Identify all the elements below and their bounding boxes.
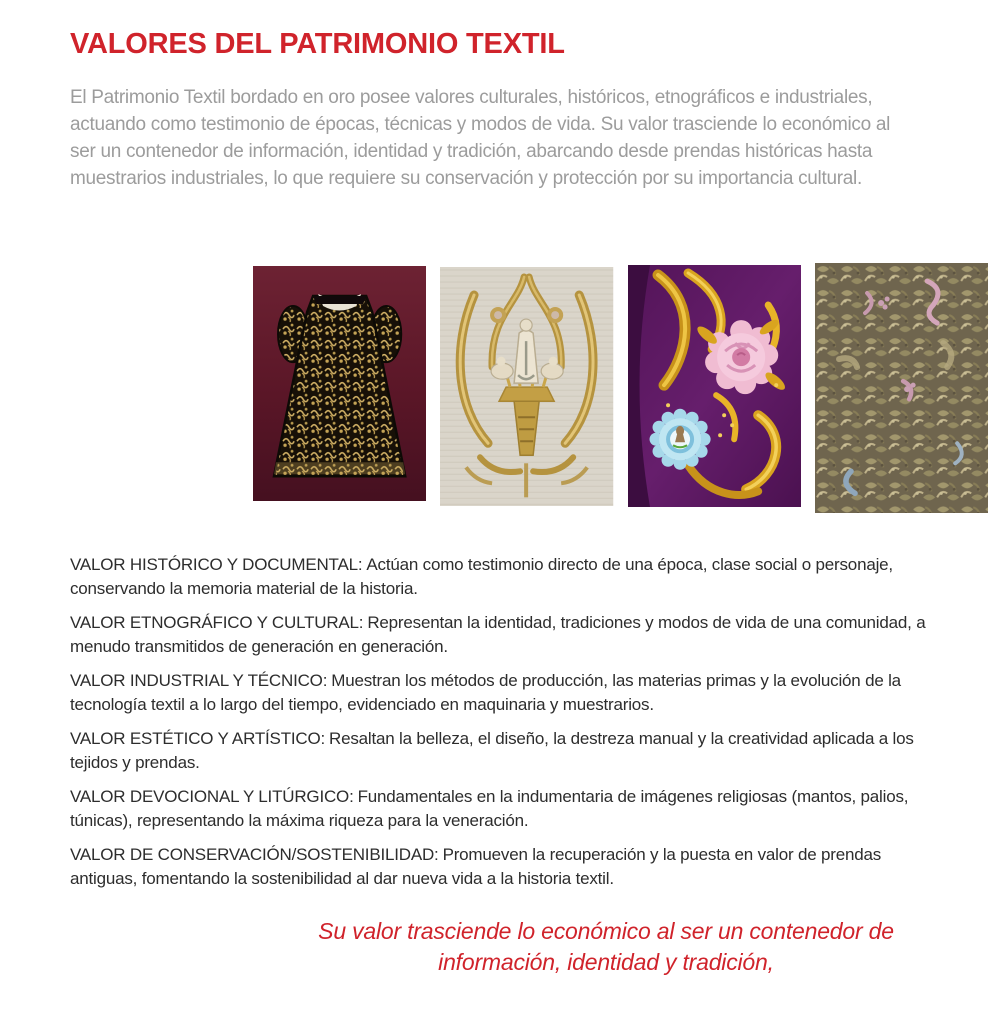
- value-label: VALOR ESTÉTICO Y ARTÍSTICO:: [70, 729, 326, 748]
- textile-photo-figures: [440, 267, 613, 506]
- pull-quote-line-2: información, identidad y tradición,: [438, 949, 774, 975]
- value-description: Fundamentales en la indumentaria de imágenes religiosas (mantos, palios, túnicas), representando la máxima riqueza para la veneración.: [70, 787, 909, 830]
- value-label: VALOR ETNOGRÁFICO Y CULTURAL:: [70, 613, 364, 632]
- value-label: VALOR INDUSTRIAL Y TÉCNICO:: [70, 671, 328, 690]
- pull-quote-line-1: Su valor trasciende lo económico al ser un contenedor de: [318, 918, 894, 944]
- value-description: Promueven la recuperación y la puesta en valor de prendas antiguas, fomentando la sostenibilidad al dar nueva vida a la historia textil.: [70, 845, 882, 888]
- page-title: VALORES DEL PATRIMONIO TEXTIL: [70, 28, 565, 60]
- textile-photo-dense-texture: [815, 263, 988, 513]
- value-label: VALOR HISTÓRICO Y DOCUMENTAL:: [70, 555, 363, 574]
- value-label: VALOR DEVOCIONAL Y LITÚRGICO:: [70, 787, 354, 806]
- value-item-etnografico: [70, 611, 932, 659]
- pull-quote: [250, 916, 962, 978]
- textile-photo-purple-rose: [628, 265, 801, 507]
- value-description: Actúan como testimonio directo de una época, clase social o personaje, conservando la memoria material de la historia.: [70, 555, 893, 598]
- value-label: VALOR DE CONSERVACIÓN/SOSTENIBILIDAD:: [70, 845, 439, 864]
- value-item-industrial: [70, 669, 932, 717]
- values-list: [70, 553, 932, 901]
- value-item-historico: [70, 553, 932, 601]
- value-item-devocional: [70, 785, 932, 833]
- intro-paragraph: El Patrimonio Textil bordado en oro posee valores culturales, históricos, etnográficos e industriales, actuando como testimonio de épocas, técnicas y modos de vida. Su valor trasciende lo económico al ser un contenedor de información, identidad y tradición, abarcando desde prendas históricas hasta muestrarios industriales, lo que requiere su conservación y protección por su importancia cultural.: [70, 87, 891, 189]
- value-description: Resaltan la belleza, el diseño, la destreza manual y la creatividad aplicada a los tejidos y prendas.: [70, 729, 914, 772]
- value-description: Representan la identidad, tradiciones y modos de vida de una comunidad, a menudo transmitidos de generación en generación.: [70, 613, 926, 656]
- value-item-conservacion: [70, 843, 932, 891]
- textile-photo-gallery: [253, 263, 988, 513]
- textile-photo-gown: [253, 266, 426, 501]
- value-item-estetico: [70, 727, 932, 775]
- value-description: Muestran los métodos de producción, las materias primas y la evolución de la tecnología textil a lo largo del tiempo, evidenciado en maquinaria y muestrarios.: [70, 671, 901, 714]
